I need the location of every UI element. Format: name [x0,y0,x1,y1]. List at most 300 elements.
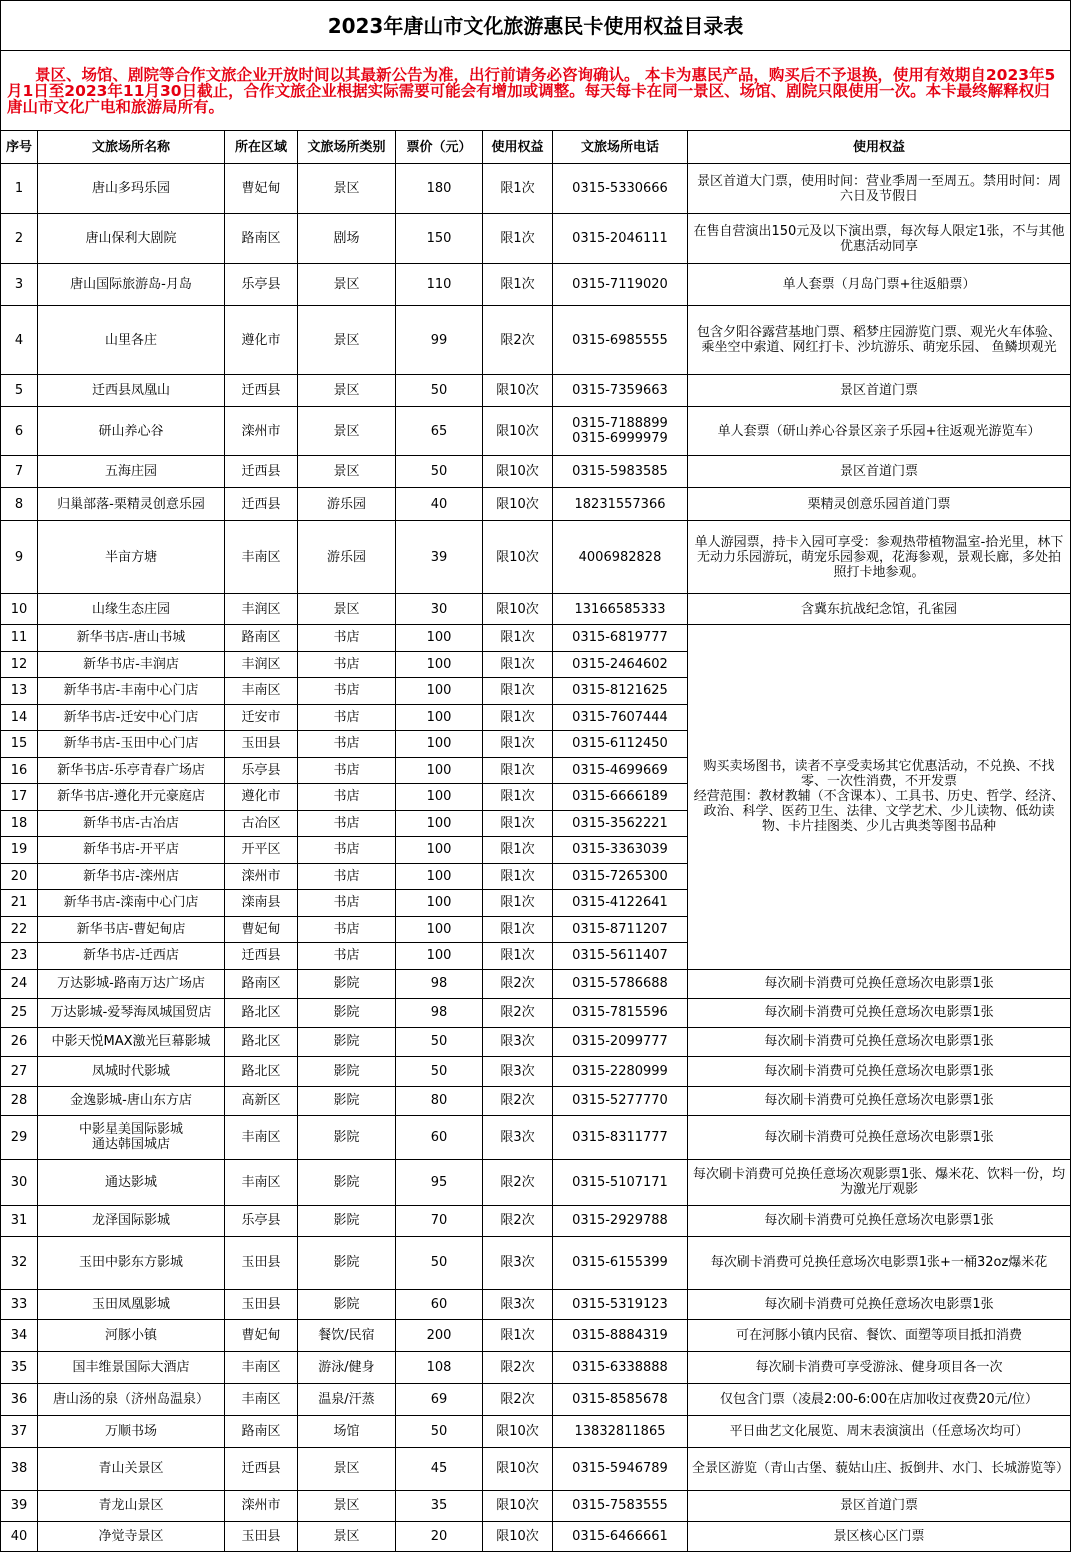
cell-category: 景区 [298,1447,396,1490]
cell-category: 景区 [298,594,396,625]
table-row [1,1236,1071,1289]
cell-phone: 0315-5786688 [553,969,688,998]
cell-price: 95 [396,1159,483,1205]
cell-name: 新华书店-迁西店 [38,943,225,970]
cell-no: 22 [1,916,38,943]
cell-price: 100 [396,837,483,864]
cell-no: 15 [1,731,38,758]
cell-no: 40 [1,1521,38,1551]
cell-price: 100 [396,916,483,943]
cell-region: 丰南区 [225,1383,298,1415]
cell-no: 16 [1,757,38,784]
cell-phone: 0315-7359663 [553,375,688,407]
cell-price: 100 [396,784,483,811]
table-row [1,164,1071,214]
cell-category: 影院 [298,1236,396,1289]
table-row [1,214,1071,264]
cell-price: 150 [396,214,483,264]
cell-region: 路北区 [225,1056,298,1086]
cell-benefit: 每次刷卡消费可兑换任意场次电影票1张 [688,1027,1071,1056]
cell-name-line: 通达韩国城店 [91,1137,170,1152]
cell-uses: 限3次 [483,1027,553,1056]
cell-price: 98 [396,969,483,998]
cell-uses: 限10次 [483,1415,553,1447]
cell-name: 新华书店-遵化开元豪庭店 [38,784,225,811]
cell-name: 玉田凤凰影城 [38,1289,225,1319]
cell-name: 中影天悦MAX激光巨幕影城 [38,1027,225,1056]
cell-region: 迁西县 [225,1447,298,1490]
cell-no: 19 [1,837,38,864]
cell-category: 影院 [298,1056,396,1086]
cell-phone: 0315-3363039 [553,837,688,864]
cell-no: 32 [1,1236,38,1289]
cell-benefit: 景区首道大门票，使用时间：营业季周一至周五。禁用时间：周六日及节假日 [688,164,1071,214]
cell-uses: 限2次 [483,998,553,1027]
cell-region: 迁西县 [225,943,298,970]
cell-region: 迁西县 [225,375,298,407]
cell-no: 10 [1,594,38,625]
cell-price: 50 [396,1056,483,1086]
cell-name [38,1115,225,1159]
cell-price: 100 [396,704,483,731]
cell-price: 70 [396,1205,483,1236]
cell-uses: 限3次 [483,1115,553,1159]
cell-uses: 限2次 [483,1351,553,1383]
cell-name: 金逸影城-唐山东方店 [38,1086,225,1115]
cell-no: 5 [1,375,38,407]
cell-phone: 0315-7119020 [553,264,688,306]
cell-name: 龙泽国际影城 [38,1205,225,1236]
cell-category: 游乐园 [298,488,396,521]
cell-name-line: 中影星美国际影城 [78,1122,183,1137]
cell-no: 7 [1,456,38,488]
cell-region: 路南区 [225,214,298,264]
table-row [1,1351,1071,1383]
cell-price: 20 [396,1521,483,1551]
cell-name: 国丰维景国际大酒店 [38,1351,225,1383]
cell-phone: 0315-6155399 [553,1236,688,1289]
table-row [1,306,1071,375]
header-name: 文旅场所名称 [38,131,225,164]
cell-uses: 限10次 [483,1521,553,1551]
table-row [1,594,1071,625]
cell-phone: 0315-2280999 [553,1056,688,1086]
cell-no: 18 [1,810,38,837]
cell-region: 迁安市 [225,704,298,731]
cell-price: 60 [396,1289,483,1319]
cell-category: 书店 [298,863,396,890]
cell-name: 新华书店-开平店 [38,837,225,864]
table-row [1,1415,1071,1447]
cell-category: 景区 [298,407,396,456]
table-row [1,1521,1071,1551]
cell-category: 温泉/汗蒸 [298,1383,396,1415]
cell-phone: 0315-8585678 [553,1383,688,1415]
cell-price: 30 [396,594,483,625]
cell-category: 影院 [298,1086,396,1115]
cell-region: 路南区 [225,1415,298,1447]
cell-category: 书店 [298,678,396,705]
table-row [1,1205,1071,1236]
table-row [1,521,1071,594]
cell-name: 青龙山景区 [38,1490,225,1521]
cell-uses: 限1次 [483,837,553,864]
cell-uses: 限2次 [483,969,553,998]
cell-benefit: 每次刷卡消费可兑换任意场次电影票1张 [688,969,1071,998]
cell-uses: 限3次 [483,1056,553,1086]
cell-benefit: 每次刷卡消费可兑换任意场次电影票1张+一桶32oz爆米花 [688,1236,1071,1289]
cell-benefit: 景区首道门票 [688,375,1071,407]
cell-name: 山缘生态庄园 [38,594,225,625]
cell-no: 14 [1,704,38,731]
header-price: 票价（元） [396,131,483,164]
cell-uses: 限1次 [483,863,553,890]
cell-price: 50 [396,1236,483,1289]
cell-name: 万顺书场 [38,1415,225,1447]
cell-price: 99 [396,306,483,375]
cell-price: 100 [396,651,483,678]
cell-uses: 限1次 [483,943,553,970]
cell-region: 乐亭县 [225,757,298,784]
cell-no: 2 [1,214,38,264]
cell-phone: 0315-7607444 [553,704,688,731]
cell-no: 31 [1,1205,38,1236]
cell-region: 丰南区 [225,1115,298,1159]
cell-category: 影院 [298,998,396,1027]
cell-region: 路北区 [225,998,298,1027]
cell-region: 古冶区 [225,810,298,837]
cell-region: 丰南区 [225,678,298,705]
cell-name: 河豚小镇 [38,1319,225,1351]
cell-phone: 0315-8884319 [553,1319,688,1351]
cell-region: 丰南区 [225,1159,298,1205]
cell-benefit: 每次刷卡消费可享受游泳、健身项目各一次 [688,1351,1071,1383]
table-row [1,1086,1071,1115]
title-row [1,1,1071,51]
cell-region: 乐亭县 [225,264,298,306]
table-row [1,1027,1071,1056]
cell-category: 景区 [298,164,396,214]
cell-category: 书店 [298,837,396,864]
cell-uses: 限10次 [483,1447,553,1490]
cell-category: 景区 [298,375,396,407]
table-header-row [1,131,1071,164]
table-row [1,998,1071,1027]
cell-phone: 0315-5277770 [553,1086,688,1115]
cell-no: 13 [1,678,38,705]
cell-uses: 限10次 [483,594,553,625]
cell-uses: 限10次 [483,375,553,407]
cell-name: 唐山保利大剧院 [38,214,225,264]
cell-benefit: 每次刷卡消费可兑换任意场次电影票1张 [688,1086,1071,1115]
cell-uses: 限1次 [483,625,553,652]
cell-name: 玉田中影东方影城 [38,1236,225,1289]
cell-region: 玉田县 [225,731,298,758]
cell-name: 新华书店-曹妃甸店 [38,916,225,943]
cell-price: 100 [396,890,483,917]
cell-phone: 0315-6819777 [553,625,688,652]
cell-phone: 0315-5946789 [553,1447,688,1490]
cell-benefit: 在售自营演出150元及以下演出票，每次每人限定1张，不与其他优惠活动同享 [688,214,1071,264]
cell-region: 迁西县 [225,488,298,521]
cell-region: 遵化市 [225,306,298,375]
cell-category: 剧场 [298,214,396,264]
cell-category: 游泳/健身 [298,1351,396,1383]
cell-phone: 0315-8121625 [553,678,688,705]
cell-category: 书店 [298,943,396,970]
cell-category: 景区 [298,1490,396,1521]
cell-price: 110 [396,264,483,306]
cell-category: 影院 [298,1289,396,1319]
cell-category: 书店 [298,651,396,678]
cell-phone: 0315-5107171 [553,1159,688,1205]
cell-category: 景区 [298,456,396,488]
cell-uses: 限10次 [483,407,553,456]
table-row [1,1289,1071,1319]
cell-uses: 限3次 [483,1289,553,1319]
cell-price: 50 [396,1415,483,1447]
cell-phone-line: 0315-6999979 [572,431,668,446]
cell-price: 180 [396,164,483,214]
table-row [1,1115,1071,1159]
cell-category: 影院 [298,1159,396,1205]
cell-region: 路南区 [225,969,298,998]
cell-phone: 0315-5611407 [553,943,688,970]
cell-benefit: 每次刷卡消费可兑换任意场次电影票1张 [688,1205,1071,1236]
cell-price: 98 [396,998,483,1027]
table-row [1,1056,1071,1086]
cell-benefit: 栗精灵创意乐园首道门票 [688,488,1071,521]
cell-price: 100 [396,810,483,837]
cell-benefit: 每次刷卡消费可兑换任意场次电影票1张 [688,1289,1071,1319]
cell-region: 丰南区 [225,1351,298,1383]
cell-phone: 0315-8311777 [553,1115,688,1159]
cell-phone: 0315-6666189 [553,784,688,811]
cell-no: 8 [1,488,38,521]
cell-phone: 0315-4699669 [553,757,688,784]
cell-no: 9 [1,521,38,594]
cell-phone: 0315-5319123 [553,1289,688,1319]
cell-benefit: 景区核心区门票 [688,1521,1071,1551]
cell-benefit: 包含夕阳谷露营基地门票、稻梦庄园游览门票、观光火车体验、乘坐空中索道、网红打卡、沙坑游乐、萌宠乐园、 鱼鳞坝观光 [688,306,1071,375]
cell-no: 27 [1,1056,38,1086]
cell-category: 景区 [298,306,396,375]
cell-benefit: 单人游园票，持卡入园可享受：参观热带植物温室-拾光里，林下无动力乐园游玩，萌宠乐园参观，花海参观，景观长廊，多处拍照打卡地参观。 [688,521,1071,594]
cell-benefit: 含冀东抗战纪念馆，孔雀园 [688,594,1071,625]
notice-text: 景区、场馆、剧院等合作文旅企业开放时间以其最新公告为准，出行前请务必咨询确认。 本卡为惠民产品，购买后不予退换，使用有效期自2023年5月1日至2023年11月30日截止，合作文旅企业根据实际需要可能会有增加或调整。每天每卡在同一景区、场馆、剧院只限使用一次。本卡最终解释权归唐山市文化广电和旅游局所有。 [1,51,1071,131]
cell-uses: 限1次 [483,810,553,837]
cell-no: 25 [1,998,38,1027]
cell-uses: 限1次 [483,731,553,758]
cell-name: 山里各庄 [38,306,225,375]
cell-phone: 0315-4122641 [553,890,688,917]
cell-uses: 限1次 [483,784,553,811]
cell-uses: 限1次 [483,651,553,678]
cell-no: 37 [1,1415,38,1447]
cell-name: 新华书店-丰南中心门店 [38,678,225,705]
cell-phone: 0315-2464602 [553,651,688,678]
cell-price: 100 [396,757,483,784]
cell-no: 4 [1,306,38,375]
cell-name: 新华书店-丰润店 [38,651,225,678]
cell-region: 曹妃甸 [225,916,298,943]
cell-category: 影院 [298,1115,396,1159]
cell-price: 50 [396,1027,483,1056]
cell-category: 影院 [298,1205,396,1236]
cell-uses: 限1次 [483,757,553,784]
cell-no: 24 [1,969,38,998]
cell-uses: 限10次 [483,456,553,488]
cell-price: 200 [396,1319,483,1351]
cell-region: 开平区 [225,837,298,864]
cell-uses: 限10次 [483,521,553,594]
cell-bookstore-benefit-line: 购买卖场图书，读者不享受卖场其它优惠活动，不兑换、不找零、一次性消费，不开发票 [703,759,1055,790]
cell-category: 书店 [298,731,396,758]
cell-uses: 限1次 [483,678,553,705]
cell-uses: 限2次 [483,1159,553,1205]
cell-price: 39 [396,521,483,594]
cell-region: 遵化市 [225,784,298,811]
cell-phone: 0315-5330666 [553,164,688,214]
cell-benefit: 每次刷卡消费可兑换任意场次电影票1张 [688,1056,1071,1086]
cell-price: 80 [396,1086,483,1115]
cell-name: 迁西县凤凰山 [38,375,225,407]
cell-region: 路南区 [225,625,298,652]
cell-region: 迁西县 [225,456,298,488]
cell-phone: 0315-2046111 [553,214,688,264]
cell-name: 通达影城 [38,1159,225,1205]
cell-region: 玉田县 [225,1289,298,1319]
cell-price: 65 [396,407,483,456]
cell-benefit: 单人套票（研山养心谷景区亲子乐园+往返观光游览车） [688,407,1071,456]
cell-name: 唐山国际旅游岛-月岛 [38,264,225,306]
cell-category: 场馆 [298,1415,396,1447]
cell-phone: 0315-8711207 [553,916,688,943]
cell-no: 6 [1,407,38,456]
table-body [1,164,1071,1552]
cell-uses: 限10次 [483,1490,553,1521]
cell-region: 乐亭县 [225,1205,298,1236]
table-row [1,1447,1071,1490]
cell-category: 影院 [298,969,396,998]
cell-phone-line: 0315-7188899 [572,416,668,431]
cell-uses: 限1次 [483,1319,553,1351]
cell-name: 新华书店-唐山书城 [38,625,225,652]
cell-benefit: 仅包含门票（凌晨2:00-6:00在店加收过夜费20元/位） [688,1383,1071,1415]
cell-category: 景区 [298,1521,396,1551]
cell-phone: 4006982828 [553,521,688,594]
table-row [1,264,1071,306]
cell-name: 研山养心谷 [38,407,225,456]
cell-no: 1 [1,164,38,214]
header-uses: 使用权益 [483,131,553,164]
cell-price: 100 [396,943,483,970]
cell-category: 游乐园 [298,521,396,594]
cell-category: 书店 [298,810,396,837]
cell-phone: 0315-6985555 [553,306,688,375]
cell-name: 净觉寺景区 [38,1521,225,1551]
cell-price: 50 [396,375,483,407]
cell-bookstore-benefit-line: 经营范围：教材教辅（不含课本）、工具书、历史、哲学、经济、政治、科学、医药卫生、法律、文学艺术、少儿读物、低幼读物、卡片挂图类、少儿古典类等图书品种 [693,789,1065,835]
cell-name: 归巢部落-栗精灵创意乐园 [38,488,225,521]
cell-no: 36 [1,1383,38,1415]
cell-phone: 0315-3562221 [553,810,688,837]
cell-uses: 限1次 [483,704,553,731]
table-row [1,1383,1071,1415]
cell-phone: 0315-7815596 [553,998,688,1027]
cell-benefit: 每次刷卡消费可兑换任意场次电影票1张 [688,1115,1071,1159]
cell-name: 唐山汤的泉（济州岛温泉） [38,1383,225,1415]
cell-benefit: 全景区游览（青山古堡、藐姑山庄、扳倒井、水门、长城游览等） [688,1447,1071,1490]
cell-price: 100 [396,678,483,705]
cell-phone: 0315-5983585 [553,456,688,488]
cell-price: 100 [396,731,483,758]
cell-uses: 限10次 [483,488,553,521]
cell-no: 23 [1,943,38,970]
table-row [1,488,1071,521]
cell-uses: 限1次 [483,214,553,264]
header-no: 序号 [1,131,38,164]
cell-name: 新华书店-迁安中心门店 [38,704,225,731]
cell-region: 滦南县 [225,890,298,917]
header-region: 所在区域 [225,131,298,164]
cell-name: 新华书店-乐亭青春广场店 [38,757,225,784]
cell-price: 69 [396,1383,483,1415]
cell-category: 影院 [298,1027,396,1056]
cell-no: 28 [1,1086,38,1115]
table-row [1,1319,1071,1351]
cell-benefit: 每次刷卡消费可兑换任意场次观影票1张、爆米花、饮料一份，均为激光厅观影 [688,1159,1071,1205]
cell-region: 滦州市 [225,863,298,890]
page-title: 2023年唐山市文化旅游惠民卡使用权益目录表 [1,1,1071,51]
cell-benefit: 单人套票（月岛门票+往返船票） [688,264,1071,306]
cell-no: 33 [1,1289,38,1319]
cell-phone: 13166585333 [553,594,688,625]
cell-price: 60 [396,1115,483,1159]
cell-phone: 0315-6112450 [553,731,688,758]
table-row [1,407,1071,456]
cell-name: 青山关景区 [38,1447,225,1490]
notice-row [1,51,1071,131]
cell-phone: 0315-6466661 [553,1521,688,1551]
cell-no: 17 [1,784,38,811]
header-benefit: 使用权益 [688,131,1071,164]
cell-region: 高新区 [225,1086,298,1115]
cell-benefit: 可在河豚小镇内民宿、餐饮、面塑等项目抵扣消费 [688,1319,1071,1351]
cell-price: 40 [396,488,483,521]
cell-category: 书店 [298,784,396,811]
cell-name: 新华书店-玉田中心门店 [38,731,225,758]
table-row [1,625,1071,652]
cell-region: 曹妃甸 [225,164,298,214]
cell-no: 30 [1,1159,38,1205]
cell-uses: 限1次 [483,916,553,943]
cell-region: 滦州市 [225,407,298,456]
cell-phone [553,407,688,456]
cell-category: 书店 [298,757,396,784]
table-row [1,1159,1071,1205]
cell-no: 38 [1,1447,38,1490]
cell-no: 3 [1,264,38,306]
table-row [1,969,1071,998]
cell-region: 曹妃甸 [225,1319,298,1351]
cell-name: 万达影城-爱琴海凤城国贸店 [38,998,225,1027]
cell-name: 五海庄园 [38,456,225,488]
cell-no: 26 [1,1027,38,1056]
cell-no: 12 [1,651,38,678]
cell-category: 餐饮/民宿 [298,1319,396,1351]
cell-price: 50 [396,456,483,488]
